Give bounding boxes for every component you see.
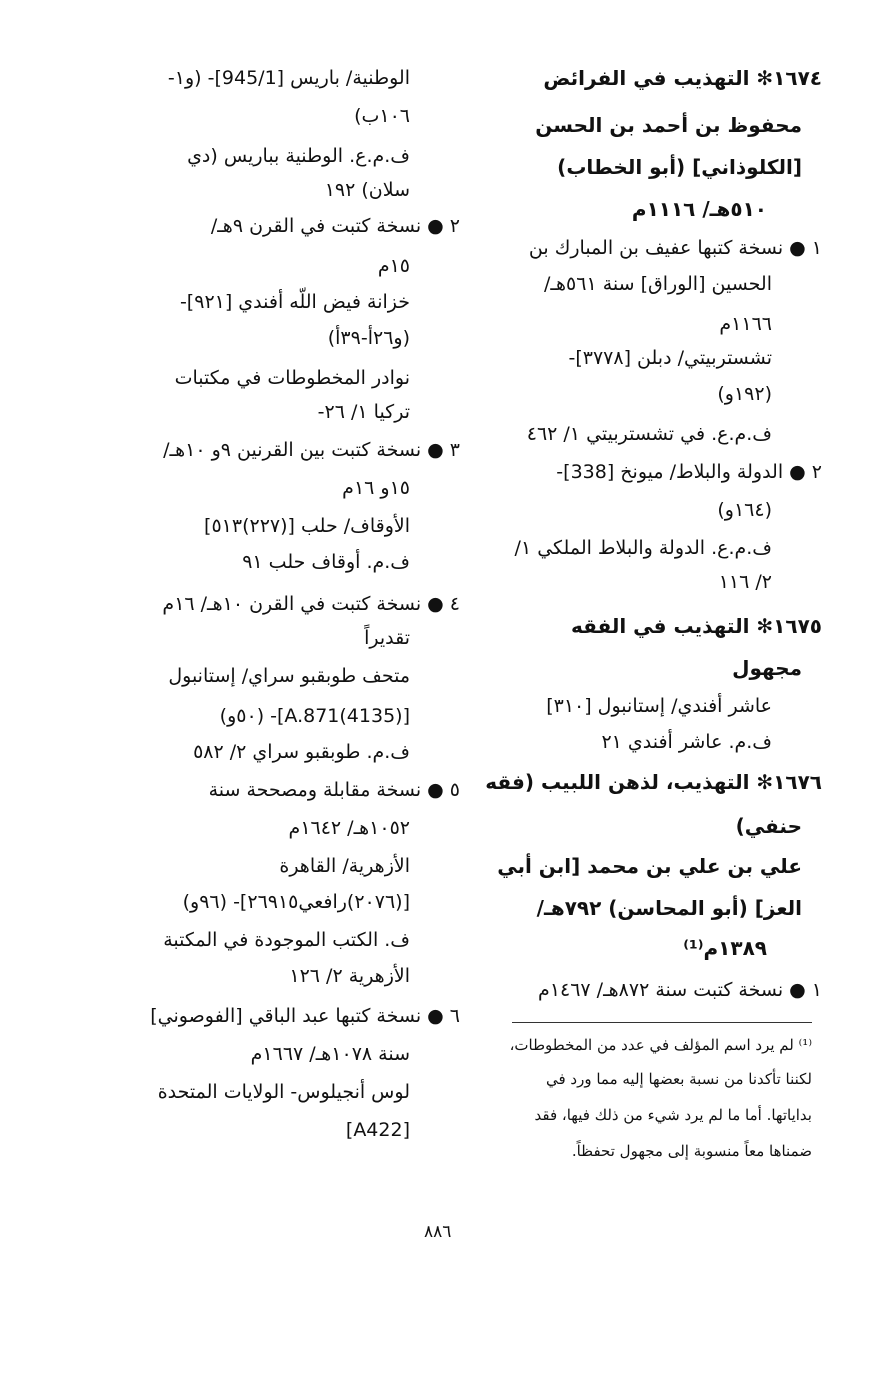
entry-1675-title: ١٦٧٥✻ التهذيب في الفقه [570, 614, 822, 638]
manuscript-location: خزانة فيض اللّه أفندي [٩٢١]- [179, 291, 410, 313]
manuscript-item: ٤ ● نسخة كتبت في القرن ١٠هـ/ ١٦م [162, 593, 460, 615]
entry-1676-title: حنفي) [735, 814, 802, 838]
manuscript-location: تشستربيتي/ دبلن [٣٧٧٨]- [568, 347, 772, 369]
manuscript-item: ١٠٥٢هـ/ ١٦٤٢م [288, 817, 410, 839]
manuscript-item: ٣ ● نسخة كتبت بين القرنين ٩و ١٠هـ/ [163, 439, 460, 461]
entry-1676-title: ١٦٧٦✻ التهذيب، لذهن اللبيب (فقه [485, 770, 822, 794]
page-number: ٨٨٦ [424, 1222, 452, 1242]
footnote-line: بداياتها. أما ما لم يرد شيء من ذلك فيها، فقد [534, 1106, 812, 1124]
manuscript-item: ١١٦٦م [719, 313, 772, 335]
manuscript-item: ٢ ● الدولة والبلاط/ ميونخ [338]- [556, 461, 822, 483]
catalogue-ref: ٢/ ١١٦ [718, 571, 772, 593]
catalogue-ref: ف.م.ع. الدولة والبلاط الملكي ١/ [514, 537, 772, 559]
catalogue-ref: سلان) ١٩٢ [324, 179, 410, 201]
entry-1674-title: ١٦٧٤✻ التهذيب في الفرائض [543, 66, 822, 90]
manuscript-location: الوطنية/ باريس [945/1]- (و١- [167, 67, 410, 89]
catalogue-ref: ف.م. عاشر أفندي ٢١ [601, 731, 772, 753]
manuscript-location: ١٠٦ب) [354, 105, 410, 127]
catalogue-ref: ف.م. أوقاف حلب ٩١ [242, 551, 410, 573]
catalogue-ref: نوادر المخطوطات في مكتبات [174, 367, 410, 389]
entry-1674-date: ٥١٠هـ/ ١١١٦م [631, 197, 767, 221]
catalogue-ref: ف.م.ع. الوطنية بباريس (دي [187, 145, 410, 167]
manuscript-location: الأوقاف/ حلب [(٢٢٧)٥١٣] [204, 515, 410, 537]
entry-1674-author: محفوظ بن أحمد بن الحسن [535, 113, 802, 137]
manuscript-item: تقديراً [364, 627, 410, 649]
footnote-divider [512, 1022, 812, 1023]
footnote-line: لكننا تأكدنا من نسبة بعضها إليه مما ورد في [545, 1070, 812, 1088]
manuscript-location: عاشر أفندي/ إستانبول [٣١٠] [546, 695, 772, 717]
footnote-line: ⁽¹⁾ لم يرد اسم المؤلف في عدد من المخطوطات، [509, 1036, 812, 1054]
catalogue-ref: الأزهرية ٢/ ١٢٦ [289, 965, 410, 987]
manuscript-item: ١٥م [377, 255, 410, 277]
manuscript-location: الأزهرية/ القاهرة [279, 855, 410, 877]
manuscript-location: متحف طوبقبو سراي/ إستانبول [168, 665, 410, 687]
entry-1676-author: العز] (أبو المحاسن) ٧٩٢هـ/ [536, 896, 802, 920]
manuscript-location: (١٩٢و) [717, 383, 772, 405]
manuscript-item: ١٥و ١٦م [342, 477, 410, 499]
catalogue-ref: ف.م. طوبقبو سراي ٢/ ٥٨٢ [193, 741, 410, 763]
entry-1676-author: علي بن علي بن محمد [ابن أبي [497, 854, 802, 878]
manuscript-item: ٦ ● نسخة كتبها عبد الباقي [الفوصوني] [150, 1005, 460, 1027]
manuscript-location: لوس أنجيلوس- الولايات المتحدة [157, 1081, 410, 1103]
catalogue-ref: ف.م.ع. في تشستربيتي ١/ ٤٦٢ [526, 423, 772, 445]
entry-1676-date: ١٣٨٩م⁽¹⁾ [683, 936, 767, 960]
manuscript-location: [(٢٠٧٦)رافعي٢٦٩١٥]- (٩٦و) [182, 891, 410, 913]
manuscript-item: (١٦٤و) [717, 499, 772, 521]
footnote-line: ضمناها معاً منسوبة إلى مجهول تحفظاً. [571, 1142, 812, 1160]
entry-1674-author: [الكلوذاني] (أبو الخطاب) [557, 155, 802, 179]
manuscript-location: (و٢٦أ-٣٩أ) [327, 327, 410, 349]
manuscript-location: [A422] [345, 1119, 410, 1141]
manuscript-item: ٥ ● نسخة مقابلة ومصححة سنة [208, 779, 460, 801]
manuscript-item: ١ ● نسخة كتبها عفيف بن المبارك بن [528, 237, 822, 259]
entry-1675-author: مجهول [732, 656, 802, 680]
manuscript-item: ٢ ● نسخة كتبت في القرن ٩هـ/ [210, 215, 460, 237]
catalogue-ref: ف. الكتب الموجودة في المكتبة [163, 929, 410, 951]
manuscript-item: سنة ١٠٧٨هـ/ ١٦٦٧م [250, 1043, 410, 1065]
manuscript-item: ١ ● نسخة كتبت سنة ٨٧٢هـ/ ١٤٦٧م [538, 979, 822, 1001]
manuscript-location: [A.871(4135)]- (٥٠و) [219, 705, 410, 727]
manuscript-item: الحسين [الوراق] سنة ٥٦١هـ/ [544, 273, 772, 295]
catalogue-ref: تركيا ١/ ٢٦- [317, 401, 410, 423]
